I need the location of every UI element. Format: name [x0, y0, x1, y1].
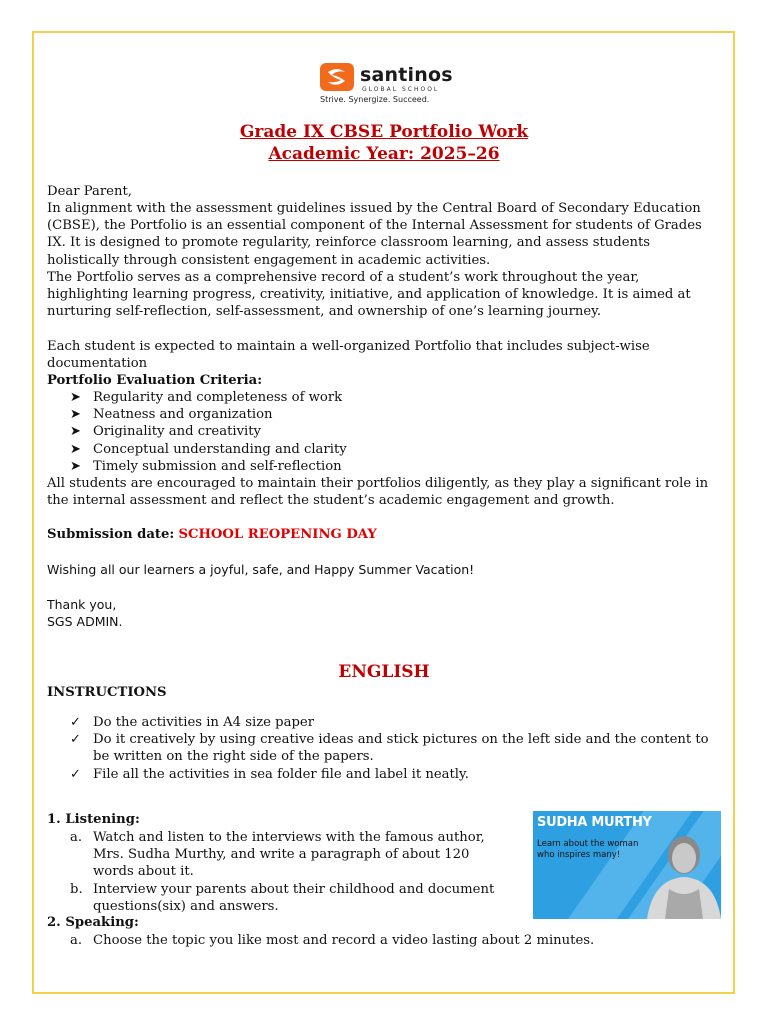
letter-paragraph-2: The Portfolio serves as a comprehensive record of a student’s work throughout the year, highlighting learning progress, creativity, initiative, and application of knowledge. It is aimed at nurturing self-reflection, self-assessment, and ownership of one’s learning journey.	[47, 270, 691, 320]
list-item: ➤ Neatness and organization	[70, 407, 273, 423]
logo-subtitle: GLOBAL SCHOOL	[362, 86, 440, 93]
letter-paragraph-3: Each student is expected to maintain a well-organized Portfolio that includes subject-wise documentation	[47, 339, 650, 372]
list-item: ➤ Timely submission and self-reflection	[70, 458, 342, 474]
school-logo	[320, 63, 452, 105]
listening-item-b: b. Interview your parents about their childhood and document questions(six) and answers.	[70, 882, 495, 915]
logo-tagline: Strive. Synergize. Succeed.	[320, 95, 430, 104]
letter-paragraph-1: In alignment with the assessment guidelines issued by the Central Board of Secondary Education (CBSE), the Portfolio is an essential component of the Internal Assessment for students of Grades IX. It is designed to promote regularity, reinforce classroom learning, and assess students holistically through consistent engagement in academic activities.	[47, 201, 702, 268]
thank-you: Thank you,	[47, 597, 117, 612]
section-speaking-title: 2. Speaking:	[47, 915, 139, 930]
list-item: ➤ Regularity and completeness of work	[70, 390, 343, 405]
logo-name: santinos	[360, 64, 453, 86]
list-item: ✓ File all the activities in sea folder file and label it neatly.	[70, 766, 469, 782]
submission-date: Submission date: SCHOOL REOPENING DAY	[47, 527, 377, 542]
instructions-heading: INSTRUCTIONS	[47, 685, 167, 700]
summer-wish: Wishing all our learners a joyful, safe, and Happy Summer Vacation!	[47, 562, 475, 577]
arrow-bullet-icon: ➤	[70, 407, 82, 423]
instructions-list	[70, 714, 710, 783]
checkmark-icon: ✓	[70, 766, 82, 782]
list-item: ✓ Do it creatively by using creative ideas and stick pictures on the left side and the content to be written on the right side of the papers.	[70, 732, 709, 765]
academic-year: Academic Year: 2025–26	[268, 144, 500, 164]
list-item: ➤ Conceptual understanding and clarity	[70, 441, 347, 457]
list-item: ➤ Originality and creativity	[70, 424, 262, 440]
salutation: Dear Parent,	[47, 184, 132, 199]
list-item: ✓ Do the activities in A4 size paper	[70, 715, 315, 730]
sudha-murthy-image	[533, 811, 721, 919]
listening-item-a: a. Watch and listen to the interviews with the famous author, Mrs. Sudha Murthy, and write a paragraph of about 120 words about it.	[70, 830, 485, 880]
criteria-list	[70, 389, 347, 475]
image-caption: Learn about the woman who inspires many!	[537, 839, 639, 860]
arrow-bullet-icon: ➤	[70, 390, 82, 405]
image-title: SUDHA MURTHY	[537, 815, 652, 830]
arrow-bullet-icon: ➤	[70, 441, 82, 457]
signoff: SGS ADMIN.	[47, 614, 123, 629]
page-title: Grade IX CBSE Portfolio Work	[239, 122, 529, 142]
portrait-icon	[639, 827, 721, 919]
logo-mark-icon	[320, 63, 354, 91]
section-listening-title: 1. Listening:	[47, 812, 140, 827]
arrow-bullet-icon: ➤	[70, 458, 82, 474]
section-heading-english: ENGLISH	[338, 662, 430, 682]
checkmark-icon: ✓	[70, 732, 82, 748]
checkmark-icon: ✓	[70, 715, 82, 730]
arrow-bullet-icon: ➤	[70, 424, 82, 440]
letter-paragraph-4: All students are encouraged to maintain their portfolios diligently, as they play a significant role in the internal assessment and reflect the student’s academic engagement and growth.	[47, 476, 709, 509]
criteria-heading: Portfolio Evaluation Criteria:	[47, 373, 263, 388]
speaking-item-a: a. Choose the topic you like most and record a video lasting about 2 minutes.	[70, 933, 595, 948]
